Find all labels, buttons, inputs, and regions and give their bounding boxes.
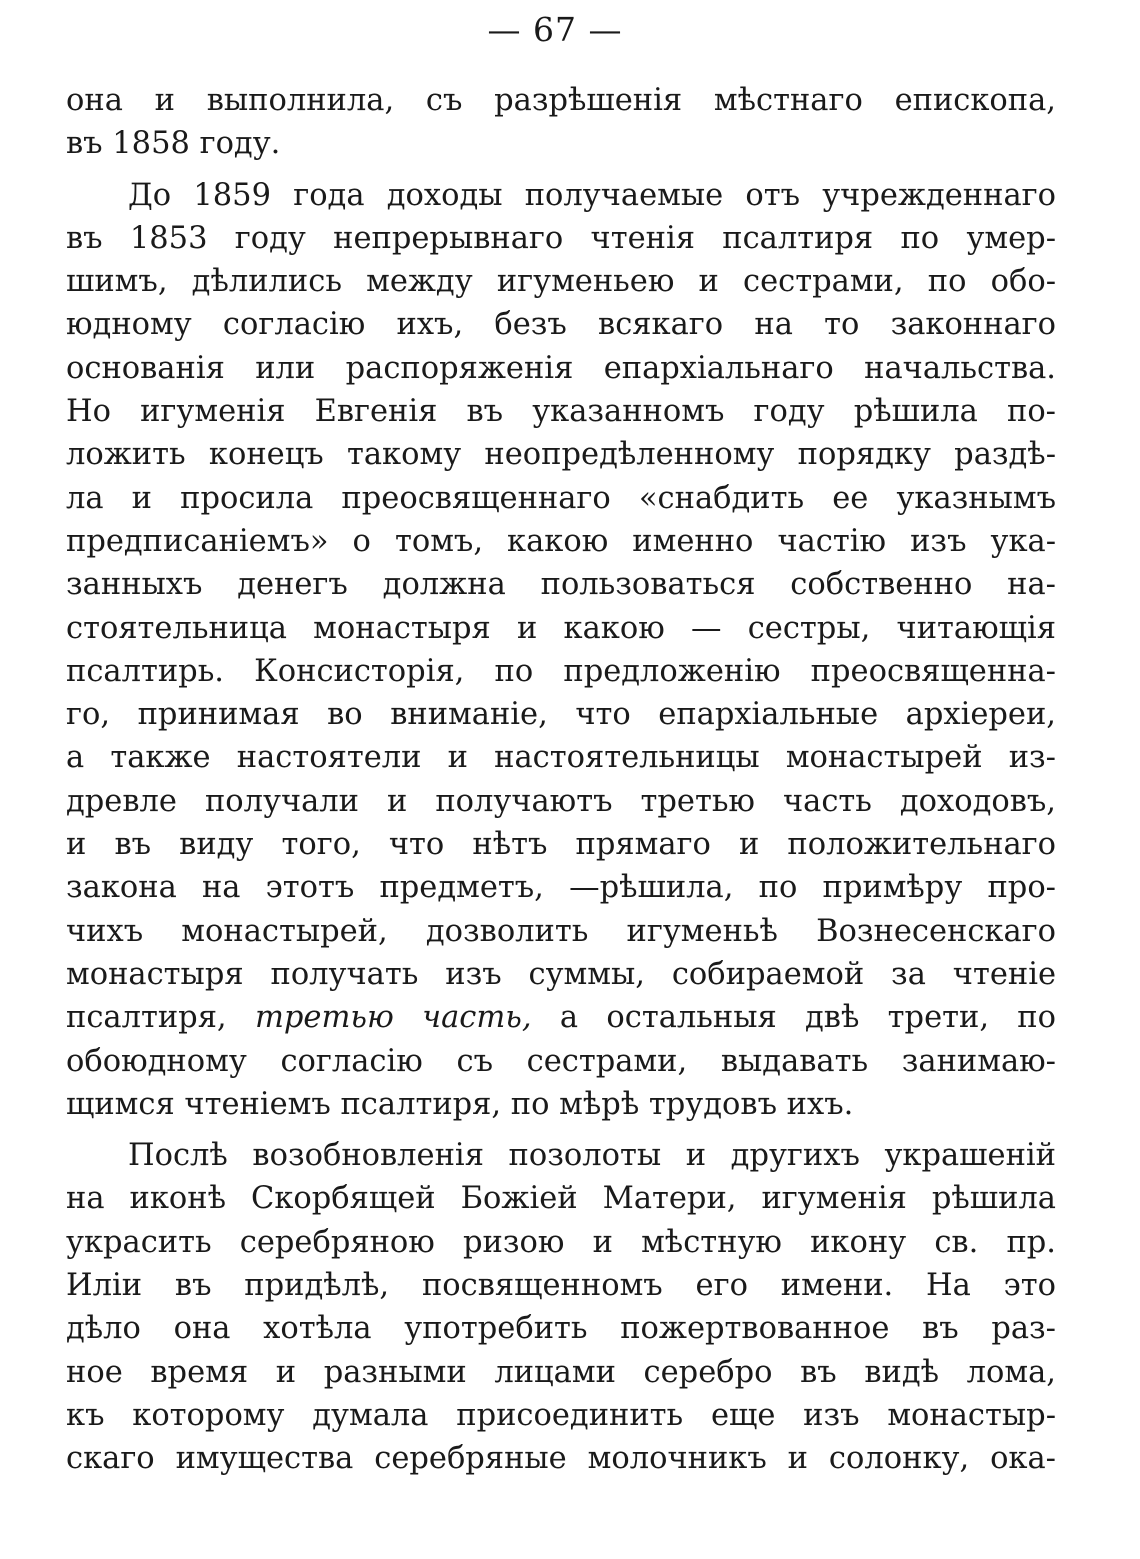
paragraph-gap [66,1126,1056,1134]
text-segment: псалтиря, [66,1000,227,1036]
text-line: скаго имущества серебряные молочникъ и солонку, ока- [66,1441,1056,1477]
text-line: щимся чтеніемъ псалтиря, по мѣрѣ трудовъ ихъ. [66,1086,854,1122]
text-segment: а остальныя двѣ трети, по [559,1000,1057,1036]
text-line: ла и просила преосвященнаго «снабдить ее указнымъ [66,480,1056,516]
text-line: украсить серебряною ризою и мѣстную икону св. пр. [66,1224,1056,1260]
text-line: Но игуменія Евгенія въ указанномъ году рѣшила по- [66,394,1056,430]
text-line: го, принимая во вниманіе, что епархіальные архіереи, [66,697,1056,733]
italic-emphasis: третью часть, [254,1000,532,1036]
text-line: шимъ, дѣлились между игуменьею и сестрами, по обо- [66,264,1056,300]
page-number: — 67 — [487,10,623,49]
text-line: Послѣ возобновленія позолоты и другихъ украшеній [128,1138,1056,1174]
text-line: юдному согласію ихъ, безъ всякаго на то законнаго [66,307,1056,343]
text-line: стоятельница монастыря и какою — сестры, читающія [66,610,1056,646]
text-line: закона на этотъ предметъ, —рѣшила, по примѣру про- [66,870,1056,906]
text-line: она и выполнила, съ разрѣшенія мѣстнаго епископа, [66,83,1056,118]
text-line: а также настоятели и настоятельницы монастырей из- [66,740,1056,776]
text-line: основанія или распоряженія епархіальнаго начальства. [66,350,1056,386]
text-line: дѣло она хотѣла употребить пожертвованное въ раз- [66,1311,1056,1347]
text-line: и въ виду того, что нѣтъ прямаго и положительнаго [66,827,1056,863]
text-line: обоюдному согласію съ сестрами, выдавать занимаю- [66,1043,1056,1079]
text-line: къ которому думала присоединить еще изъ монастыр- [66,1397,1056,1433]
text-line: Иліи въ придѣлѣ, посвященномъ его имени. На это [66,1268,1056,1304]
text-line: предписаніемъ» о томъ, какою именно частію изъ ука- [66,523,1056,559]
text-line: ложить конецъ такому неопредѣленному порядку раздѣ- [66,437,1056,473]
text-line: въ 1853 году непрерывнаго чтенія псалтиря по умер- [66,220,1056,256]
text-line: древле получали и получаютъ третью часть доходовъ, [66,783,1056,819]
text-line: монастыря получать изъ суммы, собираемой за чтеніе [66,956,1056,992]
text-line: чихъ монастырей, дозволить игуменьѣ Вознесенскаго [66,913,1056,949]
text-line: въ 1858 году. [66,126,281,162]
text-line: ное время и разными лицами серебро въ видѣ лома, [66,1354,1056,1390]
text-line: псалтирь. Консисторія, по предложенію преосвященна- [66,653,1056,689]
text-line: занныхъ денегъ должна пользоваться собственно на- [66,567,1056,603]
text-line [66,996,1056,1039]
text-line: До 1859 года доходы получаемые отъ учрежденнаго [128,177,1056,213]
text-body [66,79,1056,1481]
paragraph-gap [66,166,1056,174]
text-line: на иконѣ Скорбящей Божіей Матери, игуменія рѣшила [66,1181,1056,1217]
